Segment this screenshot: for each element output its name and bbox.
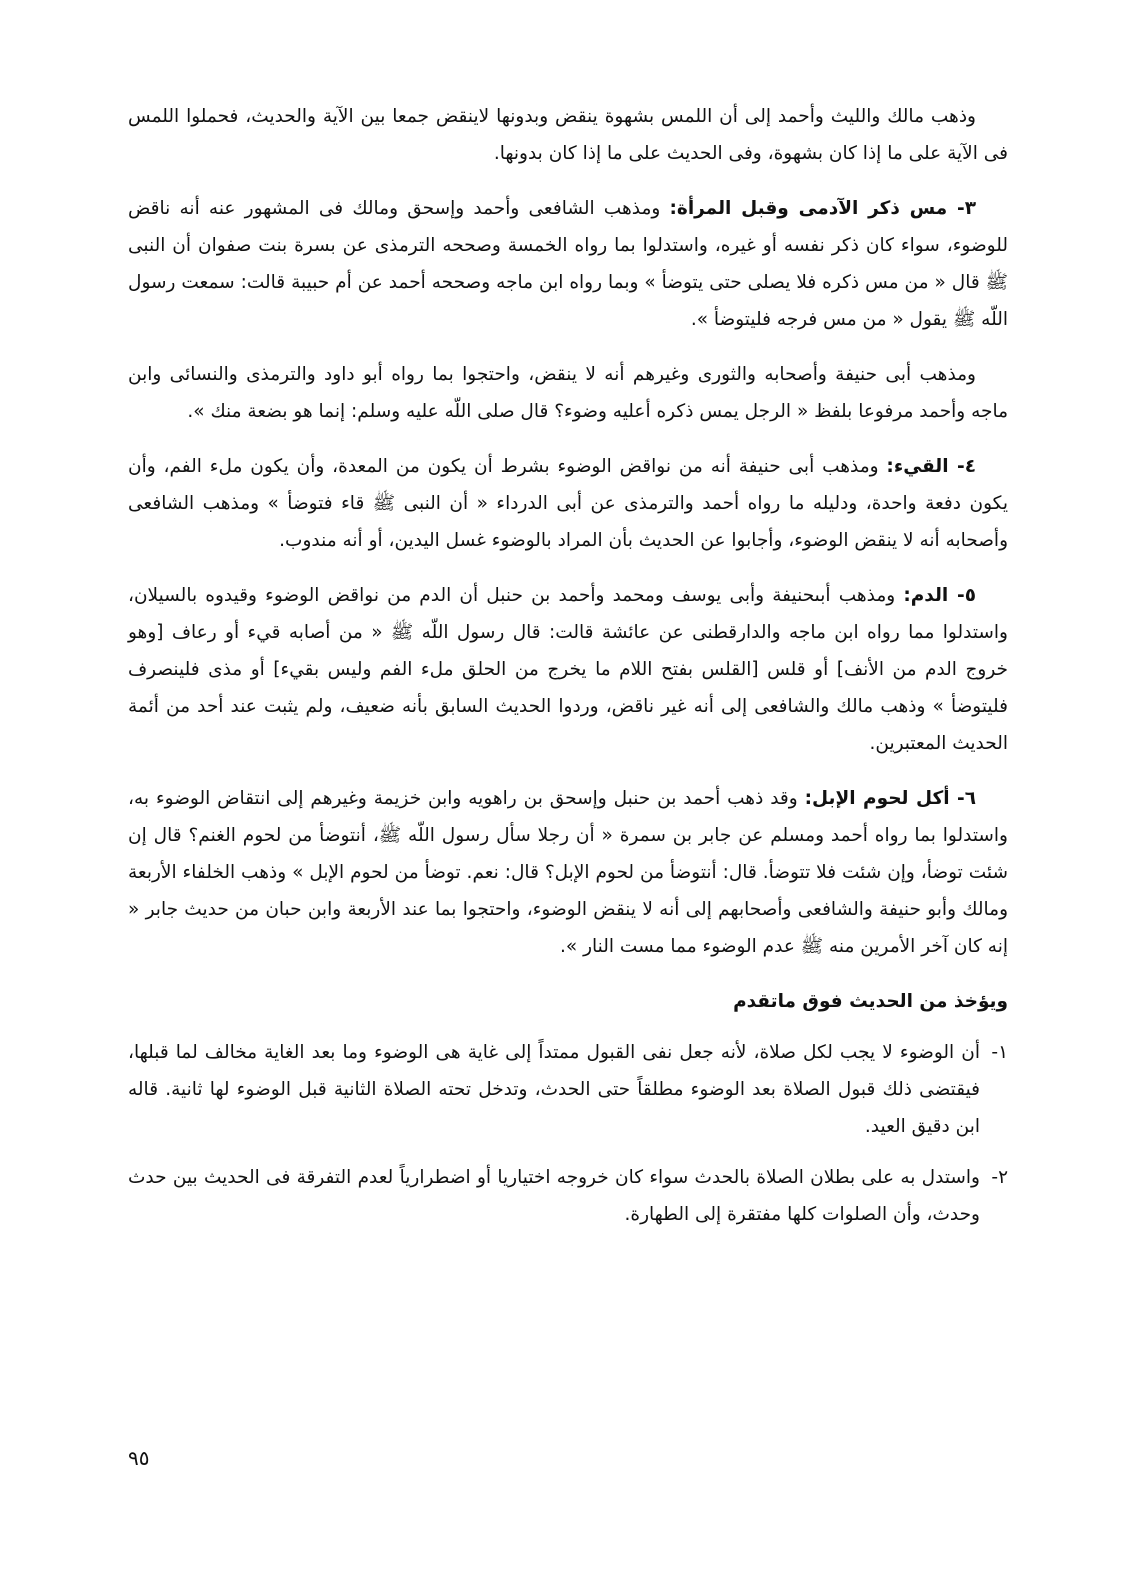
paragraph-5 bbox=[128, 577, 1008, 762]
paragraph-3 bbox=[128, 356, 1008, 430]
paragraph-1-text: وذهب مالك والليث وأحمد إلى أن اللمس بشهوة ينقض وبدونها لاينقض جمعا بين الآية والحديث، فحملوا اللمس فى الآية على ما إذا كان بشهوة، وفى الحديث على ما إذا كان بدونها. bbox=[128, 106, 1008, 164]
paragraph-6 bbox=[128, 780, 1008, 965]
paragraph-2 bbox=[128, 190, 1008, 338]
list-marker: ٢- bbox=[991, 1167, 1008, 1188]
list-item bbox=[128, 1034, 1008, 1145]
paragraph-5-text: ومذهب أبىحنيفة وأبى يوسف ومحمد وأحمد بن حنبل أن الدم من نواقض الوضوء وقيدوه بالسيلان، واستدلوا مما رواه ابن ماجه والدارقطنى عن عائشة قالت: قال رسول اللّه ﷺ « من أصابه قيء أو رعاف [وهو خروج الدم من الأنف] أو قلس [القلس بفتح اللام ما يخرج من الحلق ملء الفم وليس بقيء] أو مذى فلينصرف فليتوضأ » وذهب مالك والشافعى إلى أنه غير ناقض، وردوا الحديث السابق بأنه ضعيف، ولم يثبت عند أحد من أئمة الحديث المعتبرين. bbox=[128, 585, 1008, 754]
paragraph-4-text: ومذهب أبى حنيفة أنه من نواقض الوضوء بشرط أن يكون من المعدة، وأن يكون ملء الفم، وأن يكون دفعة واحدة، ودليله ما رواه أحمد والترمذى عن أبى الدرداء « أن النبى ﷺ قاء فتوضأ » ومذهب الشافعى وأصحابه أنه لا ينقض الوضوء، وأجابوا عن الحديث بأن المراد بالوضوء غسل اليدين، أو أنه مندوب. bbox=[128, 456, 1008, 551]
list-item bbox=[128, 1159, 1008, 1233]
paragraph-3-text: ومذهب أبى حنيفة وأصحابه والثورى وغيرهم أنه لا ينقض، واحتجوا بما رواه أبو داود والترمذى والنسائى وابن ماجه وأحمد مرفوعا بلفظ « الرجل يمس ذكره أعليه وضوء؟ قال صلى اللّه عليه وسلم: إنما هو بضعة منك ». bbox=[128, 364, 1008, 422]
paragraph-2-text: ومذهب الشافعى وأحمد وإسحق ومالك فى المشهور عنه أنه ناقض للوضوء، سواء كان ذكر نفسه أو غيره، واستدلوا بما رواه الخمسة وصححه الترمذى عن بسرة بنت صفوان أن النبى ﷺ قال « من مس ذكره فلا يصلى حتى يتوضأ » وبما رواه ابن ماجه وصححه أحمد عن أم حبيبة قالت: سمعت رسول اللّه ﷺ يقول « من مس فرجه فليتوضأ ». bbox=[128, 198, 1008, 330]
list-item-text: واستدل به على بطلان الصلاة بالحدث سواء كان خروجه اختياريا أو اضطرارياً لعدم التفرقة فى الحديث بين حدث وحدث، وأن الصلوات كلها مفتقرة إلى الطهارة. bbox=[128, 1167, 980, 1225]
paragraph-4-heading: ٤- القيء: bbox=[886, 456, 976, 477]
list-item-text: أن الوضوء لا يجب لكل صلاة، لأنه جعل نفى القبول ممتداً إلى غاية هى الوضوء وما بعد الغاية مخالف لما قبلها، فيقتضى ذلك قبول الصلاة بعد الوضوء مطلقاً حتى الحدث، وتدخل تحته الصلاة الثانية قبل الوضوء لها ثانية. قاله ابن دقيق العيد. bbox=[128, 1042, 980, 1137]
paragraph-4 bbox=[128, 448, 1008, 559]
paragraph-2-heading: ٣- مس ذكر الآدمى وقبل المرأة: bbox=[669, 198, 976, 219]
list-marker: ١- bbox=[991, 1042, 1008, 1063]
section-title: ويؤخذ من الحديث فوق ماتقدم bbox=[733, 991, 1008, 1012]
paragraph-6-heading: ٦- أكل لحوم الإبل: bbox=[804, 788, 976, 809]
body-text bbox=[128, 98, 1008, 1247]
paragraph-1 bbox=[128, 98, 1008, 172]
page-number: ٩٥ bbox=[128, 1446, 150, 1470]
paragraph-5-heading: ٥- الدم: bbox=[903, 585, 976, 606]
paragraph-6-text: وقد ذهب أحمد بن حنبل وإسحق بن راهويه وابن خزيمة وغيرهم إلى انتقاض الوضوء به، واستدلوا بما رواه أحمد ومسلم عن جابر بن سمرة « أن رجلا سأل رسول اللّه ﷺ، أنتوضأ من لحوم الغنم؟ قال إن شئت توضأ، وإن شئت فلا تتوضأ. قال: أنتوضأ من لحوم الإبل؟ قال: نعم. توضأ من لحوم الإبل » وذهب الخلفاء الأربعة ومالك وأبو حنيفة والشافعى وأصحابهم إلى أنه لا ينقض الوضوء، واحتجوا بما عند الأربعة وابن حبان من حديث جابر « إنه كان آخر الأمرين منه ﷺ عدم الوضوء مما مست النار ». bbox=[128, 788, 1008, 957]
